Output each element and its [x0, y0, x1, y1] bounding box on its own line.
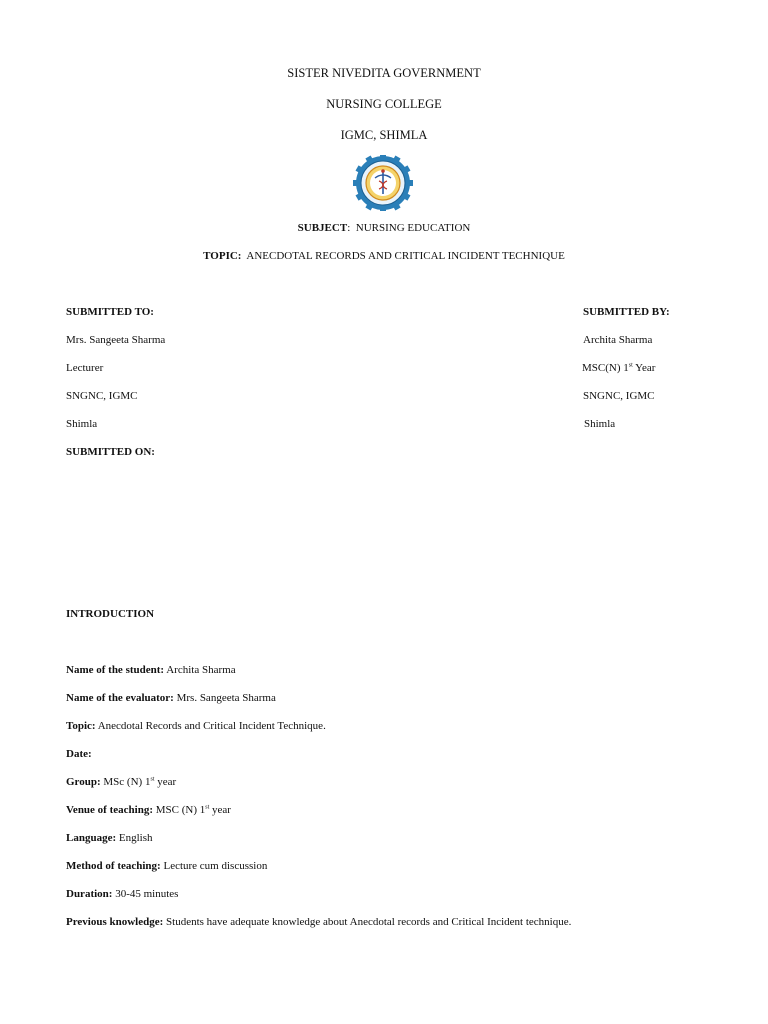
venue-prefix: MSC (N) 1: [155, 804, 206, 816]
student-name-value: Archita Sharma: [166, 664, 236, 676]
previous-knowledge-label: Previous knowledge:: [66, 916, 164, 928]
language-value: English: [118, 832, 153, 844]
college-name-line2: NURSING COLLEGE: [326, 97, 442, 111]
method-value: Lecture cum discussion: [163, 860, 268, 872]
college-name-line1: SISTER NIVEDITA GOVERNMENT: [287, 66, 481, 80]
date-label: Date:: [66, 748, 92, 760]
previous-knowledge-value: Students have adequate knowledge about Anecdotal records and Critical Incident technique.: [166, 916, 572, 928]
subject-colon: :: [347, 222, 356, 234]
submitted-by-course-suffix: Year: [632, 362, 656, 374]
submitted-by-city: Shimla: [584, 418, 616, 430]
evaluator-name-label: Name of the evaluator:: [66, 692, 174, 704]
submitted-to-heading: SUBMITTED TO:: [66, 306, 154, 318]
submitted-by-course: [582, 362, 655, 374]
venue-suffix: year: [209, 804, 231, 816]
venue-sup: st: [205, 804, 210, 811]
submitted-by-institute: SNGNC, IGMC: [583, 390, 655, 402]
college-logo-emblem: [352, 155, 414, 211]
topic-label: TOPIC:: [203, 250, 242, 262]
venue-row: [66, 804, 231, 816]
submitted-to-institute: SNGNC, IGMC: [66, 390, 138, 402]
evaluator-name-row: [66, 692, 276, 704]
intro-topic-label: Topic:: [66, 720, 96, 732]
language-label: Language:: [66, 832, 117, 844]
topic-value: ANECDOTAL RECORDS AND CRITICAL INCIDENT TECHNIQUE: [246, 250, 565, 262]
evaluator-name-value: Mrs. Sangeeta Sharma: [176, 692, 276, 704]
topic-line: [0, 250, 768, 262]
subject-line: [0, 222, 768, 234]
submitted-to-city: Shimla: [66, 418, 98, 430]
method-row: [66, 860, 267, 872]
duration-row: [66, 888, 178, 900]
submitted-on-heading: SUBMITTED ON:: [66, 446, 155, 458]
topic-row: [66, 720, 326, 732]
introduction-heading: INTRODUCTION: [66, 608, 155, 620]
previous-knowledge-row: [66, 916, 571, 928]
group-prefix: MSc (N) 1: [103, 776, 151, 788]
subject-label: SUBJECT: [297, 222, 348, 234]
language-row: [66, 832, 153, 844]
college-location: IGMC, SHIMLA: [340, 128, 428, 142]
group-sup: st: [150, 776, 155, 783]
student-name-row: [66, 664, 236, 676]
subject-value: NURSING EDUCATION: [355, 222, 471, 234]
group-suffix: year: [154, 776, 177, 788]
submitted-by-heading: SUBMITTED BY:: [583, 306, 670, 318]
group-row: [66, 776, 176, 788]
duration-value: 30-45 minutes: [115, 888, 179, 900]
method-label: Method of teaching:: [66, 860, 161, 872]
submitted-by-course-sup: st: [628, 362, 633, 369]
student-name-label: Name of the student:: [66, 664, 165, 676]
submitted-to-designation: Lecturer: [66, 362, 104, 374]
submitted-to-name: Mrs. Sangeeta Sharma: [66, 334, 166, 346]
submitted-by-name: Archita Sharma: [583, 334, 653, 346]
group-label: Group:: [66, 776, 101, 788]
intro-topic-value: Anecdotal Records and Critical Incident Technique.: [97, 720, 326, 732]
duration-label: Duration:: [66, 888, 113, 900]
venue-label: Venue of teaching:: [66, 804, 153, 816]
submitted-by-course-prefix: MSC(N) 1: [582, 362, 629, 374]
